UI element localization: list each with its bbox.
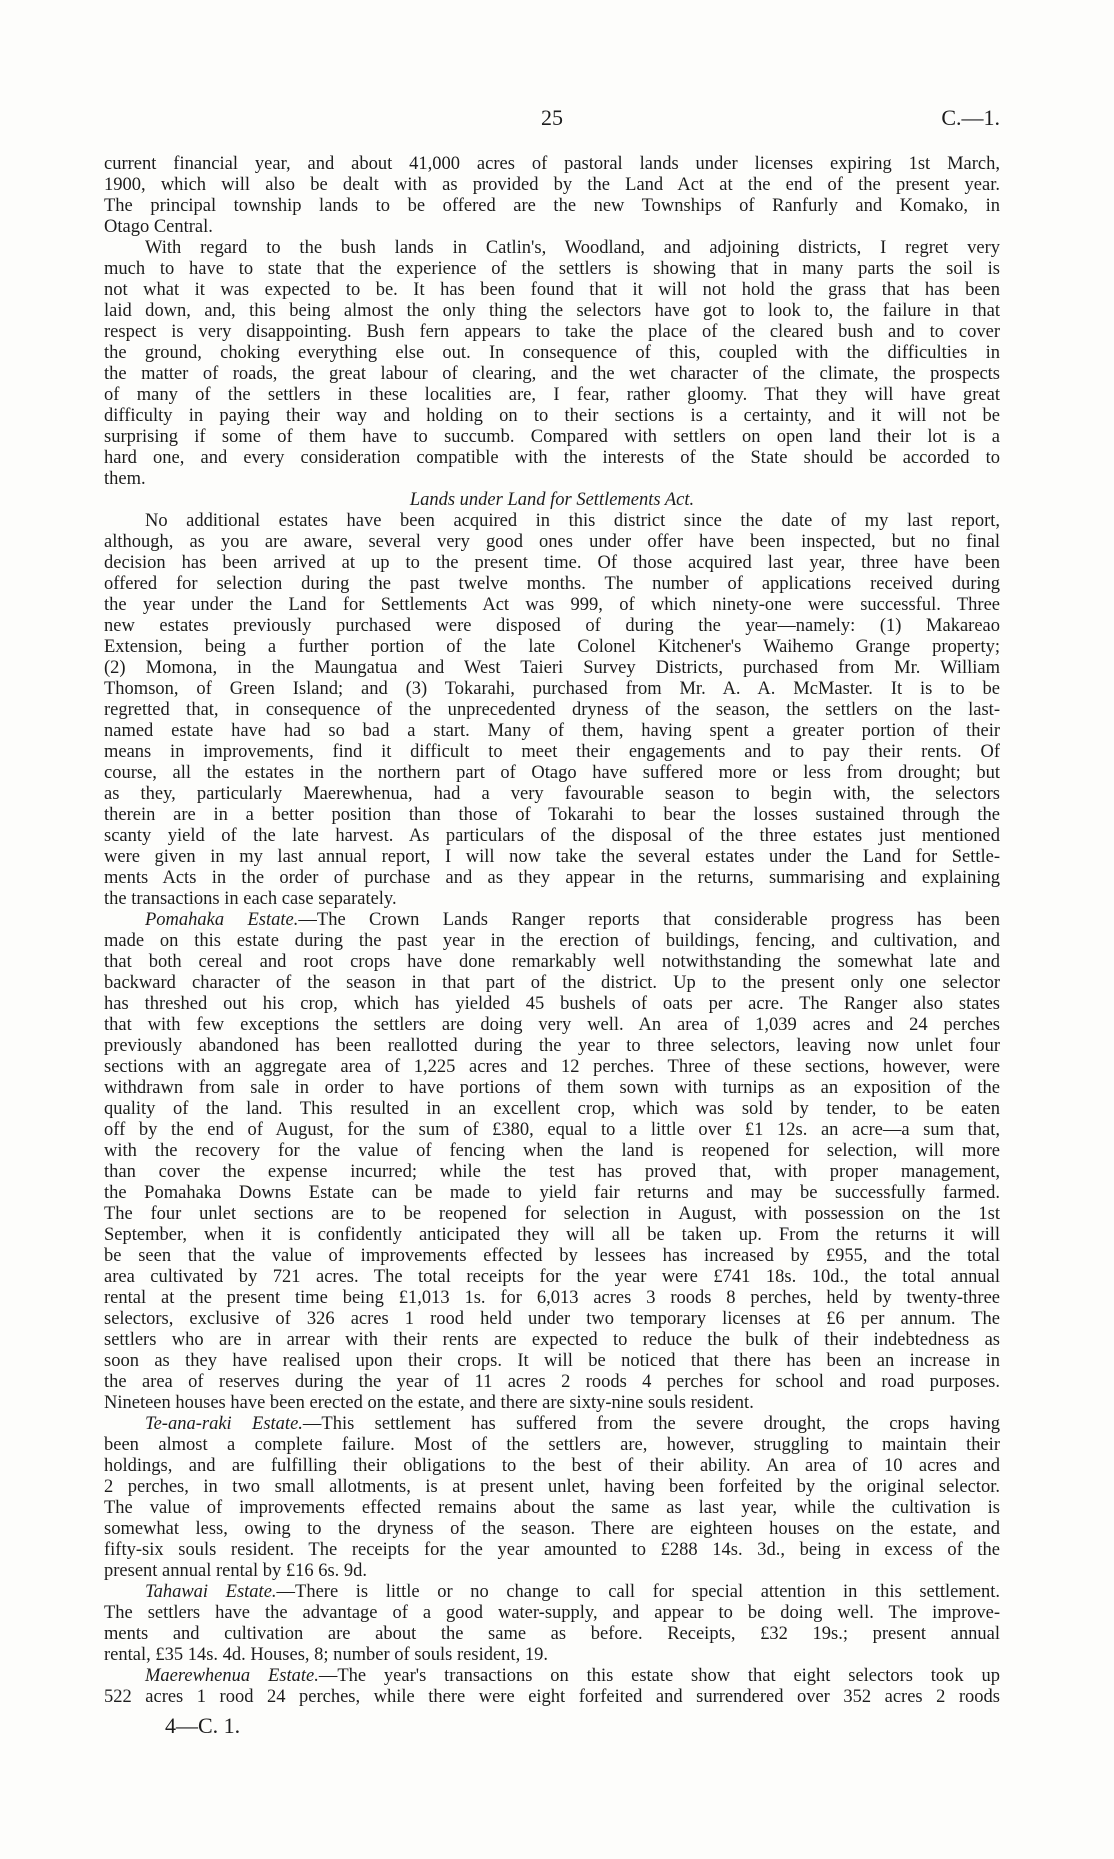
text-line: the area of reserves during the year of 11 acres 2 roods 4 perches for school and road purposes.: [104, 1372, 1000, 1392]
text-line: 1900, which will also be dealt with as provided by the Land Act at the end of the present year.: [104, 175, 1000, 195]
text-line: respect is very disappointing. Bush fern appears to take the place of the cleared bush and to cover: [104, 322, 1000, 342]
text-line: September, when it is confidently anticipated they will all be taken up. From the returns it will: [104, 1225, 1000, 1245]
paper-reference: C.—1.: [941, 105, 1000, 130]
text-line: them.: [104, 469, 146, 489]
text-line: ments Acts in the order of purchase and as they appear in the returns, summarising and explaining: [104, 868, 1000, 888]
text-line: 2 perches, in two small allotments, is at present unlet, having been forfeited by the original selector.: [104, 1477, 1000, 1497]
text-line: means in improvements, find it difficult to meet their engagements and to pay their rents. Of: [104, 742, 1000, 762]
text-line: offered for selection during the past twelve months. The number of applications received during: [104, 574, 1000, 594]
text-line: backward character of the season in that part of the district. Up to the present only one selector: [104, 973, 1000, 993]
text-line: hard one, and every consideration compatible with the interests of the State should be accorded to: [104, 448, 1000, 468]
text-line: scanty yield of the late harvest. As particulars of the disposal of the three estates just mentioned: [104, 826, 1000, 846]
text-line: than cover the expense incurred; while the test has proved that, with proper management,: [104, 1162, 1000, 1182]
text-line: off by the end of August, for the sum of £380, equal to a little over £1 12s. an acre—a sum that,: [104, 1120, 1000, 1140]
text-line: area cultivated by 721 acres. The total receipts for the year were £741 18s. 10d., the total annual: [104, 1267, 1000, 1287]
text-line: named estate have had so bad a start. Many of them, having spent a greater portion of their: [104, 721, 1000, 741]
text-line: that with few exceptions the settlers are doing very well. An area of 1,039 acres and 24 perches: [104, 1015, 1000, 1035]
text-line: course, all the estates in the northern part of Otago have suffered more or less from drought; but: [104, 763, 1000, 783]
text-line: fifty-six souls resident. The receipts for the year amounted to £288 14s. 3d., being in excess of the: [104, 1540, 1000, 1560]
line-text: —This settlement has suffered from the severe drought, the crops having: [302, 1414, 1000, 1434]
text-line: regretted that, in consequence of the unprecedented dryness of the season, the settlers on the last-: [104, 700, 1000, 720]
text-line: holdings, and are fulfilling their obligations to the best of their ability. An area of 10 acres and: [104, 1456, 1000, 1476]
text-line: been almost a complete failure. Most of the settlers are, however, struggling to maintain their: [104, 1435, 1000, 1455]
text-line: [104, 1414, 1000, 1435]
text-line: somewhat less, owing to the dryness of the season. There are eighteen houses on the estate, and: [104, 1519, 1000, 1539]
text-line: Nineteen houses have been erected on the estate, and there are sixty-nine souls resident.: [104, 1393, 754, 1413]
page-number: 25: [541, 105, 563, 130]
text-line: The settlers have the advantage of a good water-supply, and appear to be doing well. The improve-: [104, 1603, 1000, 1623]
text-line: selectors, exclusive of 326 acres 1 rood held under two temporary licenses at £6 per annum. The: [104, 1309, 1000, 1329]
text-line: new estates previously purchased were disposed of during the year—namely: (1) Makareao: [104, 616, 1000, 636]
text-line: settlers who are in arrear with their rents are expected to reduce the bulk of their indebtedness as: [104, 1330, 1000, 1350]
text-line: be seen that the value of improvements effected by lessees has increased by £955, and the total: [104, 1246, 1000, 1266]
text-line: present annual rental by £16 6s. 9d.: [104, 1561, 368, 1581]
text-line: laid down, and, this being almost the only thing the selectors have got to look to, the failure in that: [104, 301, 1000, 321]
text-line: ments and cultivation are about the same as before. Receipts, £32 19s.; present annual: [104, 1624, 1000, 1644]
text-line: much to have to state that the experience of the settlers is showing that in many parts the soil is: [104, 259, 1000, 279]
text-line: Extension, being a further portion of the late Colonel Kitchener's Waihemo Grange property;: [104, 637, 1000, 657]
paragraph-te-ana-raki-estate: [104, 1414, 1000, 1582]
text-line: the matter of roads, the great labour of clearing, and the wet character of the climate, the prospects: [104, 364, 1000, 384]
text-line: decision has been arrived at up to the present time. Of those acquired last year, three have been: [104, 553, 1000, 573]
line-text: —There is little or no change to call for special attention in this settlement.: [276, 1582, 1000, 1602]
line-text: —The year's transactions on this estate show that eight selectors took up: [318, 1666, 1000, 1686]
text-line: made on this estate during the past year in the erection of buildings, fencing, and cultivation, and: [104, 931, 1000, 951]
text-line: With regard to the bush lands in Catlin's, Woodland, and adjoining districts, I regret very: [145, 238, 1000, 258]
text-line: No additional estates have been acquired in this district since the date of my last report,: [145, 511, 1000, 531]
text-line: therein are in a better position than those of Tokarahi to bear the losses sustained through the: [104, 805, 1000, 825]
signature-mark: 4—C. 1.: [165, 1713, 241, 1738]
paragraph-maerewhenua-estate: [104, 1666, 1000, 1708]
page-header: [104, 104, 1000, 132]
text-line: difficulty in paying their way and holding on to their sections is a certainty, and it will not be: [104, 406, 1000, 426]
text-line: although, as you are aware, several very good ones under offer have been inspected, but no final: [104, 532, 1000, 552]
text-line: rental, £35 14s. 4d. Houses, 8; number of souls resident, 19.: [104, 1645, 548, 1665]
text-line: The principal township lands to be offered are the new Townships of Ranfurly and Komako, in: [104, 196, 1000, 216]
text-line: the ground, choking everything else out. In consequence of this, coupled with the difficulties in: [104, 343, 1000, 363]
text-line: [104, 910, 1000, 931]
text-line: withdrawn from sale in order to have portions of them sown with turnips as an exposition of the: [104, 1078, 1000, 1098]
text-line: [104, 1666, 1000, 1687]
text-line: sections with an aggregate area of 1,225 acres and 12 perches. Three of these sections, however, were: [104, 1057, 1000, 1077]
text-line: 522 acres 1 rood 24 perches, while there were eight forfeited and surrendered over 352 acres 2 roods: [104, 1687, 1000, 1707]
text-line: Thomson, of Green Island; and (3) Tokarahi, purchased from Mr. A. A. McMaster. It is to be: [104, 679, 1000, 699]
text-line: rental at the present time being £1,013 1s. for 6,013 acres 3 roods 8 perches, held by twenty-three: [104, 1288, 1000, 1308]
text-line: of many of the settlers in these localities are, I fear, rather gloomy. That they will have great: [104, 385, 1000, 405]
text-line: (2) Momona, in the Maungatua and West Taieri Survey Districts, purchased from Mr. William: [104, 658, 1000, 678]
estate-name: Te-ana-raki Estate.: [145, 1414, 303, 1434]
text-line: Otago Central.: [104, 217, 213, 237]
text-line: has threshed out his crop, which has yielded 45 bushels of oats per acre. The Ranger also states: [104, 994, 1000, 1014]
estate-name: Pomahaka Estate.: [145, 910, 299, 930]
text-line: as they, particularly Maerewhenua, had a very favourable season to begin with, the selectors: [104, 784, 1000, 804]
text-line: quality of the land. This resulted in an excellent crop, which was sold by tender, to be eaten: [104, 1099, 1000, 1119]
text-line: The four unlet sections are to be reopened for selection in August, with possession on the 1st: [104, 1204, 1000, 1224]
paragraph-continued: [104, 154, 1000, 238]
text-line: current financial year, and about 41,000 acres of pastoral lands under licenses expiring 1st March,: [104, 154, 1000, 174]
text-line: not what it was expected to be. It has been found that it will not hold the grass that has been: [104, 280, 1000, 300]
estate-name: Tahawai Estate.: [145, 1582, 277, 1602]
text-line: the Pomahaka Downs Estate can be made to yield fair returns and may be successfully farmed.: [104, 1183, 1000, 1203]
text-line: that both cereal and root crops have done remarkably well notwithstanding the somewhat late and: [104, 952, 1000, 972]
text-line: [104, 1582, 1000, 1603]
paragraph-settlements-overview: [104, 511, 1000, 910]
text-line: previously abandoned has been reallotted during the year to three selectors, leaving now unlet four: [104, 1036, 1000, 1056]
line-text: —The Crown Lands Ranger reports that considerable progress has been: [298, 910, 1000, 930]
text-line: soon as they have realised upon their crops. It will be noticed that there has been an increase in: [104, 1351, 1000, 1371]
section-heading: Lands under Land for Settlements Act.: [409, 490, 695, 510]
text-line: the year under the Land for Settlements Act was 999, of which ninety-one were successful. Three: [104, 595, 1000, 615]
paragraph-bush-lands: [104, 238, 1000, 490]
text-line: surprising if some of them have to succumb. Compared with settlers on open land their lot is a: [104, 427, 1000, 447]
text-line: were given in my last annual report, I will now take the several estates under the Land for Settle-: [104, 847, 1000, 867]
document-body: [104, 154, 1000, 1708]
text-line: with the recovery for the value of fencing when the land is reopened for selection, will more: [104, 1141, 1000, 1161]
estate-name: Maerewhenua Estate.: [145, 1666, 319, 1686]
paragraph-pomahaka-estate: [104, 910, 1000, 1414]
text-line: the transactions in each case separately.: [104, 889, 397, 909]
paragraph-tahawai-estate: [104, 1582, 1000, 1666]
text-line: The value of improvements effected remains about the same as last year, while the cultivation is: [104, 1498, 1000, 1518]
